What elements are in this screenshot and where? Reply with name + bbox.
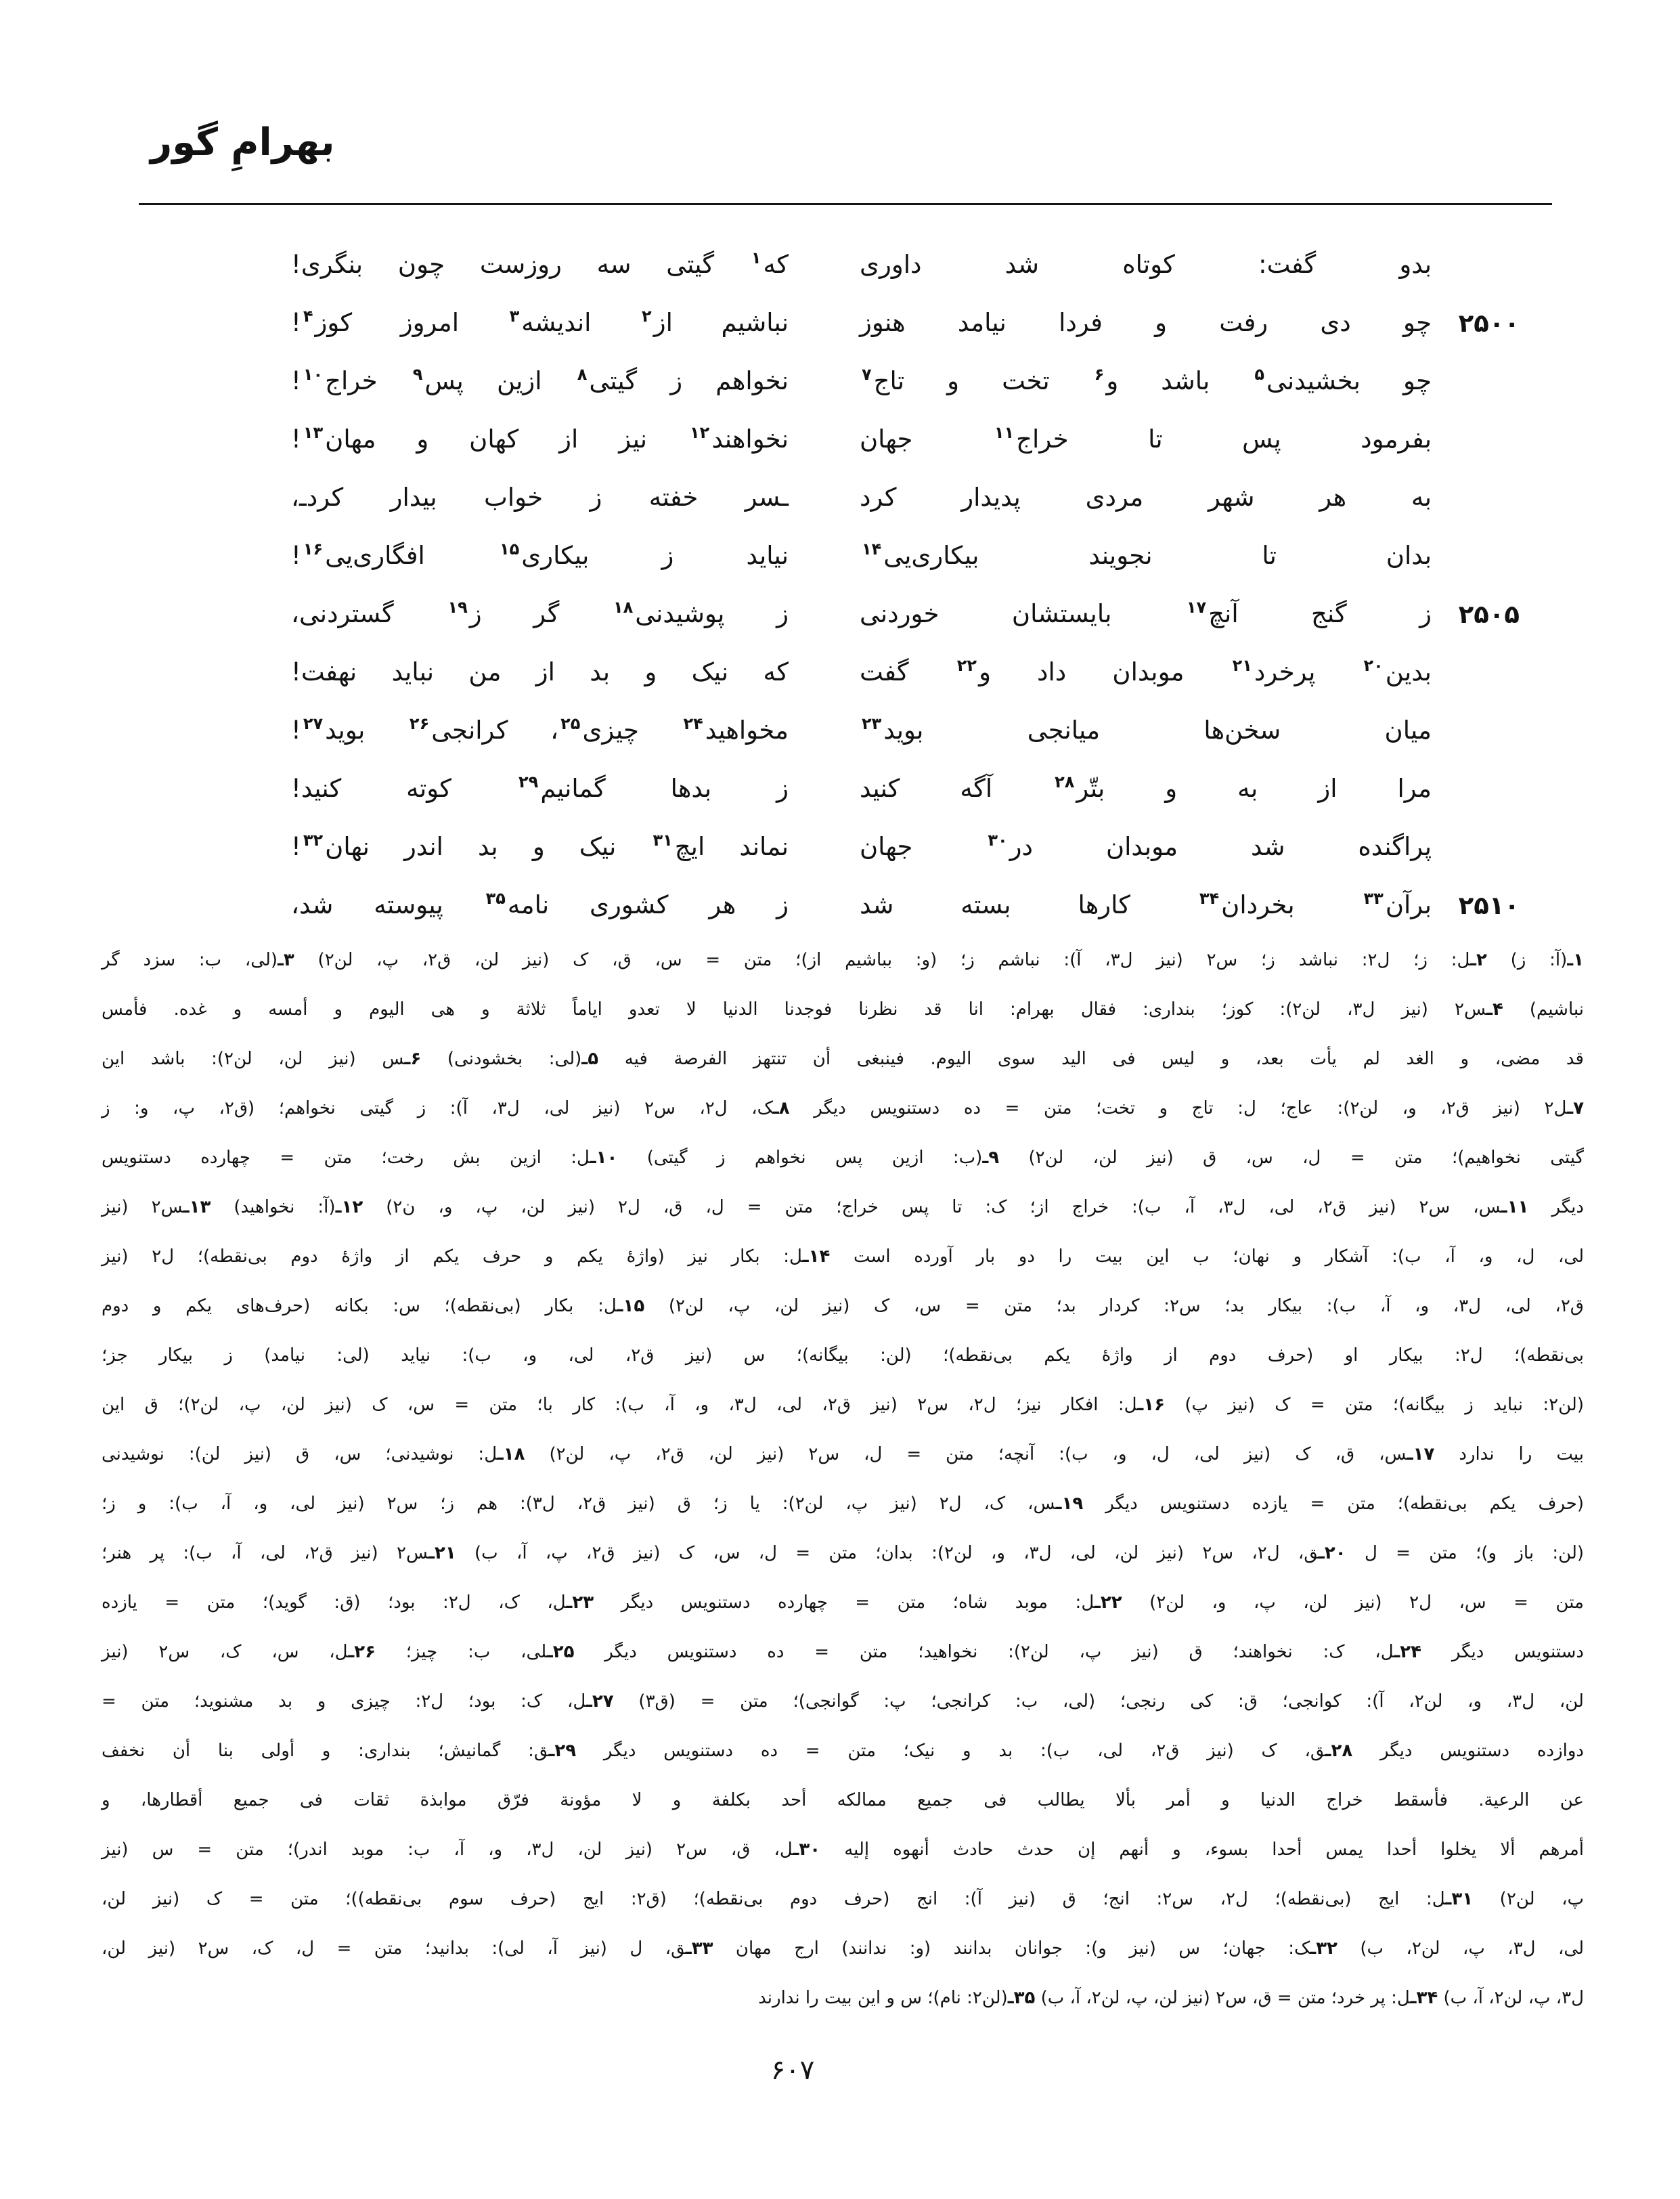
footnote-line: لی، ل، و، آ، ب): آشکار و نهان؛ ب این بیت را دو بار آورده است ۱۴ـل: بکار نیز (واژهٔ یکم و حرف یکم از واژهٔ دوم بی‌نقطه)؛ ل۲ (نیز: [102, 1246, 1585, 1267]
verse-number: ۲۵۰۵: [1458, 599, 1520, 629]
header-rule: [139, 203, 1552, 205]
footnote-line: پ، لن۲) ۳۱ـل: ایج (بی‌نقطه)؛ ل۲، س۲: انج؛ ق (نیز آ): انج (حرف دوم بی‌نقطه)؛ (ق۲: ایج (حرف سوم بی‌نقطه))؛ متن = ک (نیز لن،: [102, 1889, 1584, 1909]
hemistich-left: ز پوشیدنی$^{۱۸}$ گر ز$^{۱۹}$ گستردنی،: [291, 598, 789, 628]
hemistich-left: نیاید ز بیکاری$^{۱۵}$ افگاری‌یی$^{۱۶}$!: [291, 540, 789, 570]
footnote-line: عن الرعیة. فأسقط خراج الدنیا و أمر بألا یطالب فی جمیع ممالکه أحد بکلفة و لا مؤونة فرّق موابذة ثقات فی جمیع أقطارها، و: [102, 1790, 1584, 1810]
footnote-line: گیتی نخواهیم)؛ متن = ل، س، ق (نیز لن، لن۲) ۹ـ(ب: ازین پس نخواهم ز گیتی) ۱۰ـل: ازین بش رخت؛ متن = چهارده دستنویس: [102, 1148, 1585, 1168]
hemistich-left: ـسر خفته ز خواب بیدار کردـ،: [291, 482, 789, 512]
hemistich-right: بفرمود پس تا خراج$^{۱۱}$ جهان: [860, 423, 1432, 454]
footnote-line: لن، ل۳، و، لن۲، آ): کوانجی؛ ق: کی رنجی؛ (لی، ب: کرانجی؛ پ: گوانجی)؛ متن = (ق۳) ۲۷ـل، ک: بود؛ ل۲: چیزی و بد مشنوید؛ متن =: [102, 1691, 1584, 1712]
footnote-line: ق۲، لی، ل۳، و، آ، ب): بیکار بد؛ س۲: کردار بد؛ متن = س، ک (نیز لن، پ، لن۲) ۱۵ـل: بکار (بی‌نقطه)؛ س: بکانه (حرف‌های یکم و دوم: [102, 1296, 1584, 1316]
critical-apparatus: [102, 936, 1584, 2023]
footnote-line: بی‌نقطه)؛ ل۲: بیکار او (حرف دوم از واژهٔ یکم بی‌نقطه)؛ (لن: بیگانه)؛ س (نیز ق۲، لی، و، ب): نیاید (لی: نیامد) ز بیکار جز؛: [102, 1345, 1584, 1366]
footnote-line: ۷ـل۲ (نیز ق۲، و، لن۲): عاج؛ ل: تاج و تخت؛ متن = ده دستنویس دیگر ۸ـک، ل۲، س۲ (نیز لی، ل۳، آ): ز گیتی نخواهم؛ (ق۲، پ، و: ز: [102, 1098, 1584, 1118]
hemistich-right: مرا از به و بتّر$^{۲۸}$ آگه کنید: [860, 772, 1432, 803]
footnote-line: لی، ل۳، پ، لن۲، ب) ۳۲ـک: جهان؛ س (نیز و): جوانان بدانند (و: ندانند) ارج مهان ۳۳ـق، ل (نیز آ، لی): بدانید؛ متن = ل، ک، س۲ (نیز لن،: [102, 1938, 1584, 1959]
hemistich-left: نباشیم از$^۲$ اندیشه$^۳$ امروز کوز$^۴$!: [291, 307, 789, 337]
poem-row: [291, 876, 1520, 934]
poem-row: [291, 818, 1520, 876]
hemistich-right: بدان تا نجویند بیکاری‌یی$^{۱۴}$: [862, 540, 1432, 570]
poem-row: [291, 410, 1520, 469]
hemistich-right: بدو گفت: کوتاه شد داوری: [860, 249, 1432, 279]
hemistich-left: ز بدها گمانیم$^{۲۹}$ کوته کنید!: [291, 772, 789, 803]
poem-section: [291, 236, 1520, 934]
hemistich-left: نخواهم ز گیتی$^۸$ ازین پس$^۹$ خراج$^{۱۰}$!: [291, 365, 789, 395]
poem-row: [291, 585, 1520, 643]
poem-row: [291, 469, 1520, 527]
hemistich-right: چو دی رفت و فردا نیامد هنوز: [860, 307, 1432, 337]
hemistich-right: به هر شهر مردی پدیدار کرد: [860, 482, 1432, 512]
poem-row: [291, 352, 1520, 410]
verse-number: ۲۵۱۰: [1458, 890, 1520, 920]
verse-number: ۲۵۰۰: [1458, 308, 1520, 338]
footnote-line: دیگر ۱۱ـس، س۲ (نیز ق۲، لی، ل۳، آ، ب): خراج از؛ ک: تا پس خراج؛ متن = ل، ق، ل۲ (نیز لن، پ، و، ن۲) ۱۲ـ(آ: نخواهید) ۱۳ـس۲ (نیز: [102, 1197, 1584, 1217]
hemistich-left: نخواهند$^{۱۲}$ نیز از کهان و مهان$^{۱۳}$!: [291, 423, 789, 454]
page-number: ۶۰۷: [770, 2055, 815, 2086]
hemistich-right: بدین$^{۲۰}$ پرخرد$^{۲۱}$ موبدان داد و$^{۲۲}$ گفت: [860, 656, 1432, 687]
footnote-line: بیت را ندارد ۱۷ـس، ق، ک (نیز لی، ل، و، ب): آنچه؛ متن = ل، س۲ (نیز لن، ق۲، پ، لن۲) ۱۸ـل: نوشیدنی؛ س، ق (نیز لن): نوشیدنی: [102, 1444, 1584, 1464]
footnote-line: دستنویس دیگر ۲۴ـل، ک: نخواهند؛ ق (نیز پ، لن۲): نخواهید؛ متن = ده دستنویس دیگر ۲۵ـلی، ب: چیز؛ ۲۶ـل، س، ک، س۲ (نیز: [102, 1642, 1585, 1662]
footnote-line: (حرف یکم بی‌نقطه)؛ متن = یازده دستنویس دیگر ۱۹ـس، ک، ل۲ (نیز پ، لن۲): یا ز؛ ق (نیز ق۲، ل۳): هم ز؛ س۲ (نیز لی، و، آ، ب): و ز؛: [102, 1494, 1585, 1514]
hemistich-right: پراگنده شد موبدان در$^{۳۰}$ جهان: [860, 831, 1432, 861]
footnote-line: ۱ـ(آ: ز) ۲ـل: ز؛ ل۲: نباشد ز؛ س۲ (نیز ل۳، آ): نباشم ز؛ (و: بباشیم از)؛ متن = س، ق، ک (نیز لن، ق۲، پ، لن۲) ۳ـ(لی، ب: سزد گر: [102, 950, 1584, 970]
footnote-line: أمرهم ألا یخلوا أحدا یمس أحدا بسوء، و أنهم إن حدث حادث أنهوه إلیه ۳۰ـل، ق، س۲ (نیز لن، ل۳، و، آ، ب: موبد اندر)؛ متن = س (نیز: [102, 1839, 1584, 1860]
hemistich-right: چو بخشیدنی$^۵$ باشد و$^۶$ تخت و تاج$^۷$: [862, 365, 1432, 395]
hemistich-left: که$^۱$ گیتی سه روزست چون بنگری!: [291, 248, 789, 279]
poem-row: [291, 760, 1520, 818]
running-header-title: بهرامِ گور: [150, 121, 335, 165]
poem-row: [291, 527, 1520, 585]
footnote-line: (لن۲: نباید ز بیگانه)؛ متن = ک (نیز پ) ۱۶ـل: افکار نیز؛ ل۲، س۲ (نیز ق۲، لی، ل۳، و، آ، ب): کار با؛ متن = س، ک (نیز لن، پ، لن۲)؛ ق این: [102, 1395, 1584, 1415]
footnote-line: (لن: باز و)؛ متن = ل ۲۰ـق، ل۲، س۲ (نیز لن، لی، ل۳، و، لن۲): بدان؛ متن = ل، س، ک (نیز ق۲، پ، آ، ب) ۲۱ـس۲ (نیز ق۲، لی، آ، ب): پر هنر؛: [102, 1543, 1585, 1563]
hemistich-left: که نیک و بد از من نباید نهفت!: [291, 657, 789, 687]
poem-row: [291, 643, 1520, 701]
hemistich-left: ز هر کشوری نامه$^{۳۵}$ پیوسته شد،: [291, 889, 789, 919]
hemistich-left: مخواهید$^{۲۴}$ چیزی$^{۲۵}$، کرانجی$^{۲۶}$ بوید$^{۲۷}$!: [291, 714, 789, 745]
footnote-line: نباشیم) ۴ـس۲ (نیز ل۳، لن۲): کوز؛ بنداری: فقال بهرام: انا قد نظرنا فوجدنا الدنیا لا تعدو ایاماً ثلاثة و هی الیوم و أمسه و غده. فأمس: [102, 999, 1584, 1020]
footnote-line: ل۳، پ، لن۲، آ، ب) ۳۴ـل: پر خرد؛ متن = ق، س۲ (نیز لن، پ، لن۲، آ، ب) ۳۵ـ(لن۲: نام)؛ س و این بیت را ندارند: [758, 1988, 1584, 2008]
footnote-line: قد مضی، و الغد لم یأت بعد، و لیس فی الید سوی الیوم. فینبغی أن تنتهز الفرصة فیه ۵ـ(لی: بخشودنی) ۶ـس (نیز لن، لن۲): باشد این: [102, 1049, 1584, 1069]
hemistich-right: برآن$^{۳۳}$ بخردان$^{۳۴}$ کارها بسته شد: [860, 889, 1432, 919]
footnote-line: دوازده دستنویس دیگر ۲۸ـق، ک (نیز ق۲، لی، ب): بد و نیک؛ متن = ده دستنویس دیگر ۲۹ـق: گمانیش؛ بنداری: و أولی بنا أن نخفف: [102, 1741, 1585, 1761]
hemistich-left: نماند ایچ$^{۳۱}$ نیک و بد اندر نهان$^{۳۲}$!: [291, 831, 789, 861]
poem-row: [291, 294, 1520, 352]
poem-row: [291, 236, 1520, 294]
hemistich-right: میان سخن‌ها میانجی بوید$^{۲۳}$: [862, 714, 1432, 745]
hemistich-right: ز گنج آنچ$^{۱۷}$ بایستشان خوردنی: [860, 598, 1432, 628]
footnote-line: متن = س، ل۲ (نیز لن، پ، و، لن۲) ۲۲ـل: موبد شاه؛ متن = چهارده دستنویس دیگر ۲۳ـل، ک، ل۲: بود؛ (ق: گوید)؛ متن = یازده: [102, 1592, 1584, 1613]
poem-row: [291, 701, 1520, 760]
